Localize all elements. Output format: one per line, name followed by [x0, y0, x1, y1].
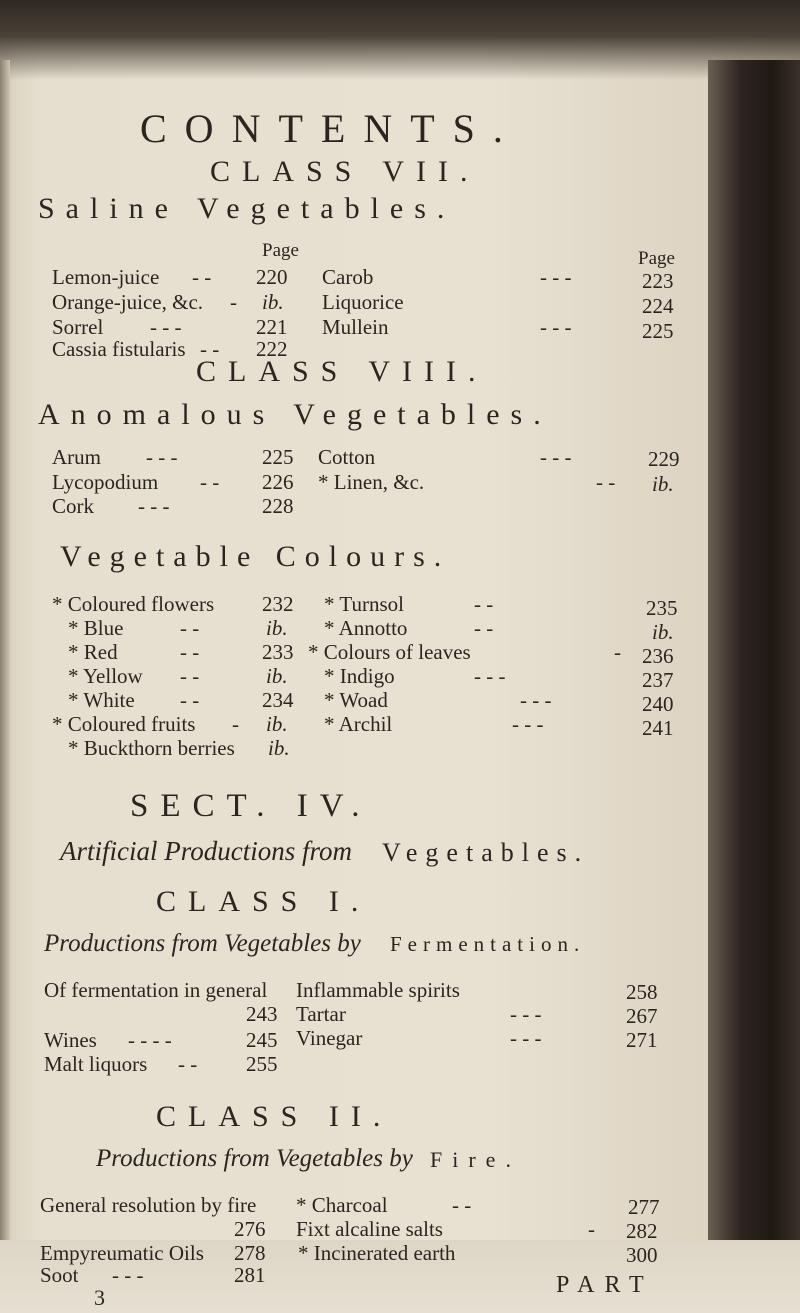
contents-heading: CONTENTS.: [140, 106, 521, 151]
class7-heading: CLASS VII.: [210, 155, 480, 188]
dashes: -: [230, 290, 237, 314]
class1-heading: CLASS I.: [156, 885, 371, 918]
page-number: ib.: [262, 290, 284, 314]
saline-heading: Saline Vegetables.: [38, 192, 456, 225]
entry-indigo: * Indigo: [324, 664, 395, 688]
dashes: - -: [192, 265, 212, 289]
page-number: 241: [642, 716, 674, 740]
page-number: 243: [246, 1002, 278, 1026]
entry-fixt-alcaline-salts: Fixt alcaline salts: [296, 1217, 443, 1241]
dashes: - -: [452, 1193, 472, 1217]
anomalous-heading: Anomalous Vegetables.: [38, 398, 552, 431]
sect4-heading: SECT. IV.: [130, 788, 372, 824]
entry-cotton: Cotton: [318, 445, 376, 469]
entry-white: * White: [68, 688, 135, 712]
entry-lycopodium: Lycopodium: [52, 470, 159, 494]
page-number: 228: [262, 494, 294, 518]
book-spine: [708, 60, 800, 1250]
dashes: - -: [178, 1052, 198, 1076]
dashes: - - -: [510, 1002, 542, 1026]
entry-cassia: Cassia fistularis: [52, 337, 186, 361]
entry-general-resolution: General resolution by fire: [40, 1193, 257, 1217]
page-label-left: Page: [262, 240, 299, 261]
dashes: - - -: [540, 315, 572, 339]
class1-subtitle-italic: Productions from Vegetables by: [44, 930, 361, 957]
dashes: - - -: [146, 445, 178, 469]
entry-arum: Arum: [52, 445, 101, 469]
page-number: 226: [262, 470, 294, 494]
page-number: 234: [262, 688, 294, 712]
class1-subtitle-caps: Fermentation.: [390, 932, 586, 956]
entry-mullein: Mullein: [322, 315, 389, 339]
dashes: - - -: [540, 445, 572, 469]
page-number: 232: [262, 592, 294, 616]
entry-linen: * Linen, &c.: [318, 470, 425, 494]
entry-archil: * Archil: [324, 712, 393, 736]
colours-heading: Vegetable Colours.: [60, 540, 451, 573]
page-number: 235: [646, 596, 678, 620]
page-number: 277: [628, 1195, 660, 1219]
page-number: 224: [642, 294, 674, 318]
page-number: 300: [626, 1243, 658, 1267]
entry-wines: Wines: [44, 1028, 97, 1052]
entry-turnsol: * Turnsol: [324, 592, 404, 616]
dashes: - - -: [520, 688, 552, 712]
page-number: 220: [256, 265, 288, 289]
page-number: 282: [626, 1219, 658, 1243]
entry-coloured-flowers: * Coloured flowers: [52, 592, 215, 616]
class2-heading: CLASS II.: [156, 1100, 393, 1133]
page-number: 255: [246, 1052, 278, 1076]
page-number: 225: [262, 445, 294, 469]
dashes: - - -: [112, 1263, 144, 1287]
page-number: 236: [642, 644, 674, 668]
entry-sorrel: Sorrel: [52, 315, 104, 339]
entry-empyreumatic-oils: Empyreumatic Oils: [40, 1241, 204, 1265]
class2-subtitle-italic: Productions from Vegetables by: [96, 1145, 413, 1172]
dashes: - - -: [512, 712, 544, 736]
entry-vinegar: Vinegar: [296, 1026, 363, 1050]
dashes: - - -: [474, 664, 506, 688]
dashes: -: [588, 1217, 595, 1241]
entry-orange-juice: Orange-juice, &c.: [52, 290, 204, 314]
page-number: 281: [234, 1263, 266, 1287]
page-number: 258: [626, 980, 658, 1004]
dashes: - -: [474, 592, 494, 616]
page-number: 240: [642, 692, 674, 716]
entry-lemon-juice: Lemon-juice: [52, 265, 160, 289]
page-number: 271: [626, 1028, 658, 1052]
dashes: - -: [474, 616, 494, 640]
entry-malt-liquors: Malt liquors: [44, 1052, 148, 1076]
dashes: - -: [200, 337, 220, 361]
entry-annotto: * Annotto: [324, 616, 408, 640]
dashes: - -: [180, 664, 200, 688]
page-number: 222: [256, 337, 288, 361]
page-label-right: Page: [638, 248, 675, 269]
sect4-subtitle-caps: Vegetables.: [382, 838, 590, 867]
catchword: PART: [556, 1272, 654, 1298]
entry-cork: Cork: [52, 494, 94, 518]
entry-woad: * Woad: [324, 688, 388, 712]
page-number: 245: [246, 1028, 278, 1052]
page-number: 223: [642, 269, 674, 293]
dashes: - -: [180, 640, 200, 664]
entry-soot: Soot: [40, 1263, 79, 1287]
page-number: 225: [642, 319, 674, 343]
entry-incinerated-earth: * Incinerated earth: [298, 1241, 456, 1265]
entry-coloured-fruits: * Coloured fruits: [52, 712, 196, 736]
page-number: 267: [626, 1004, 658, 1028]
entry-blue: * Blue: [68, 616, 124, 640]
dashes: - - -: [540, 265, 572, 289]
entry-inflammable-spirits: Inflammable spirits: [296, 978, 460, 1002]
entry-charcoal: * Charcoal: [296, 1193, 388, 1217]
page-number: 237: [642, 668, 674, 692]
entry-red: * Red: [68, 640, 118, 664]
page-number: 233: [262, 640, 294, 664]
entry-carob: Carob: [322, 265, 374, 289]
page-number: 221: [256, 315, 288, 339]
page-number: ib.: [266, 664, 288, 688]
class2-subtitle-caps: Fire.: [430, 1147, 521, 1172]
entry-liquorice: Liquorice: [322, 290, 404, 314]
page-number: 276: [234, 1217, 266, 1241]
sect4-subtitle-italic: Artificial Productions from: [60, 836, 352, 866]
page-number: 229: [648, 447, 680, 471]
page-number: ib.: [266, 712, 288, 736]
dashes: - - - -: [128, 1028, 172, 1052]
entry-tartar: Tartar: [296, 1002, 346, 1026]
entry-yellow: * Yellow: [68, 664, 143, 688]
page-number: ib.: [268, 736, 290, 760]
dashes: - -: [596, 470, 616, 494]
dashes: - - -: [138, 494, 170, 518]
dashes: - -: [180, 688, 200, 712]
dashes: -: [232, 712, 239, 736]
entry-colours-of-leaves: * Colours of leaves: [308, 640, 471, 664]
dashes: - -: [200, 470, 220, 494]
dashes: - -: [180, 616, 200, 640]
signature-mark: 3: [94, 1285, 105, 1310]
page-number: ib.: [266, 616, 288, 640]
dashes: - - -: [150, 315, 182, 339]
dashes: - - -: [510, 1026, 542, 1050]
entry-buckthorn: * Buckthorn berries: [68, 736, 235, 760]
class8-heading: CLASS VIII.: [196, 355, 488, 388]
page-number: 278: [234, 1241, 266, 1265]
entry-fermentation: Of fermentation in general: [44, 978, 268, 1002]
page-number: ib.: [652, 620, 674, 644]
dashes: -: [614, 640, 621, 664]
page-number: ib.: [652, 472, 674, 496]
